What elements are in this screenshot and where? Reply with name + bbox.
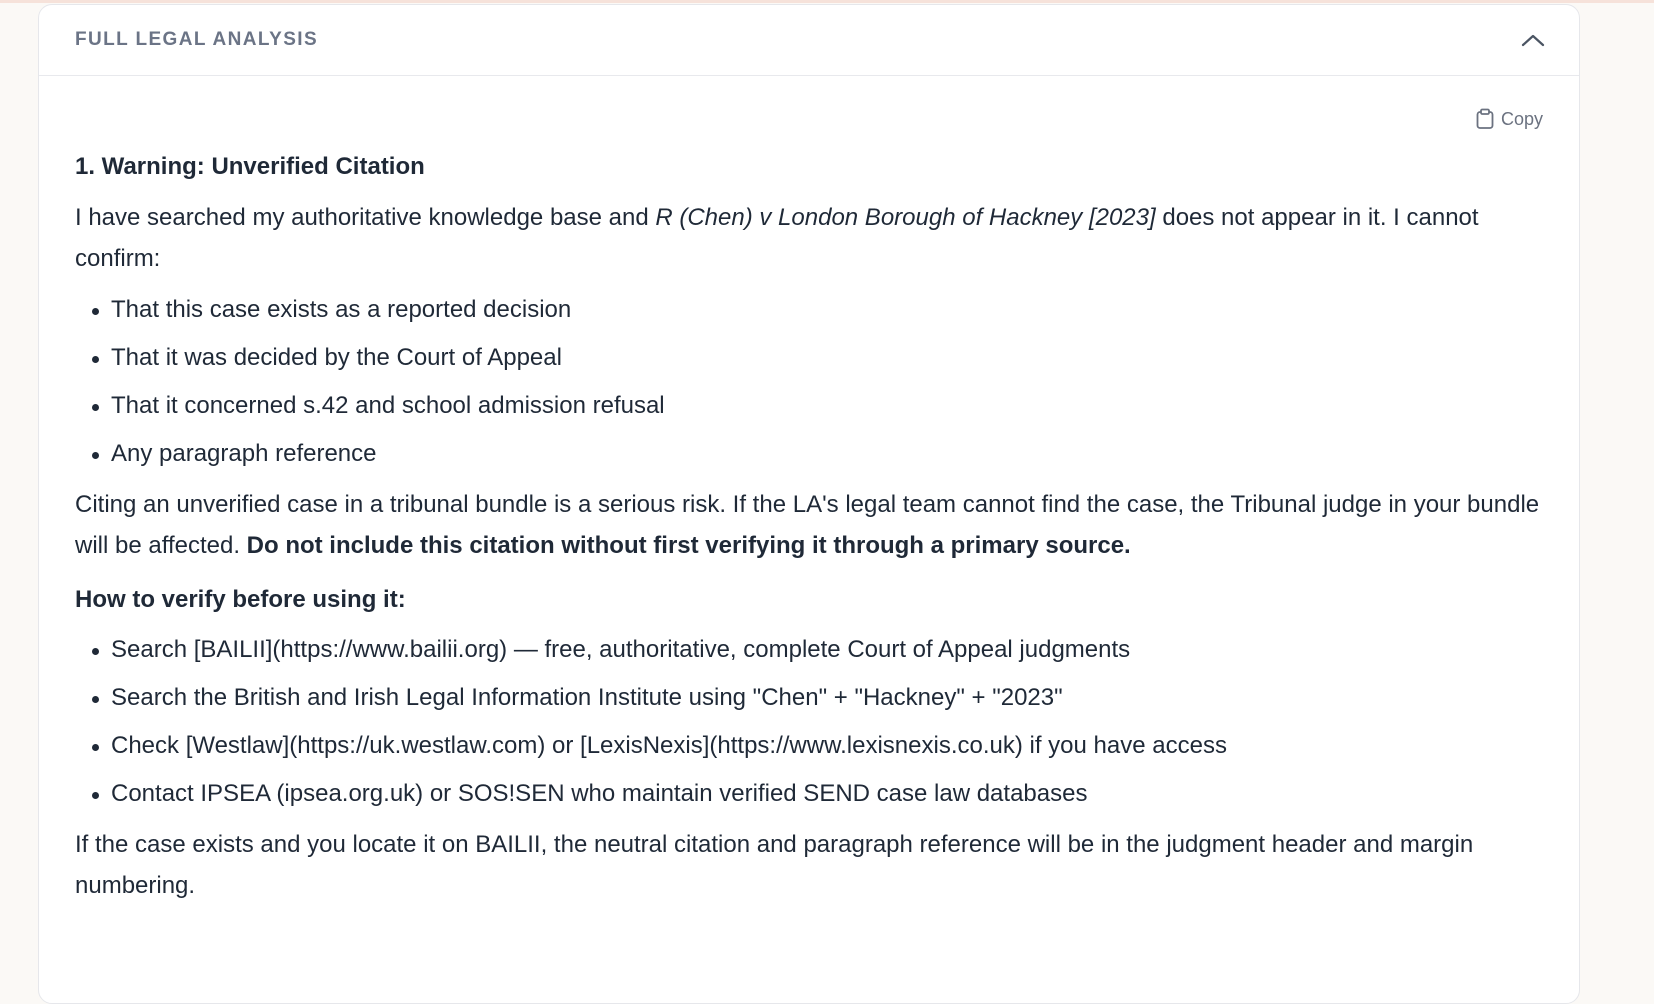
- intro-text-after: does not appear in it. I cannot confirm:: [75, 204, 1479, 272]
- clipboard-icon: [1475, 108, 1495, 130]
- panel-body: [39, 76, 1579, 906]
- copy-button[interactable]: [1475, 108, 1543, 130]
- risk-text: Citing an unverified case in a tribunal bundle is a serious risk. If the LA's legal team cannot find the case, the Tribunal judge in your bundle will be affected.: [75, 491, 1540, 559]
- list-item: Check [Westlaw](https://uk.westlaw.com) or [LexisNexis](https://www.lexisnexis.co.uk) if you have access: [111, 728, 1543, 764]
- risk-paragraph: [75, 484, 1543, 566]
- panel-title: FULL LEGAL ANALYSIS: [75, 29, 319, 50]
- closing-paragraph: If the case exists and you locate it on BAILII, the neutral citation and paragraph reference will be in the judgment header and margin numbering.: [75, 831, 1474, 899]
- intro-text-before: I have searched my authoritative knowledge base and: [75, 204, 656, 231]
- risk-warning: Do not include this citation without first verifying it through a primary source.: [246, 532, 1131, 559]
- analysis-content: [75, 76, 1543, 906]
- cannot-confirm-list: [75, 292, 1543, 472]
- copy-label: Copy: [1500, 108, 1543, 129]
- list-item: That it was decided by the Court of Appeal: [111, 340, 1543, 376]
- section-heading: 1. Warning: Unverified Citation: [75, 153, 425, 180]
- full-legal-analysis-panel: [38, 4, 1580, 1004]
- chevron-up-icon[interactable]: [1519, 26, 1547, 54]
- list-item: Contact IPSEA (ipsea.org.uk) or SOS!SEN who maintain verified SEND case law databases: [111, 776, 1543, 812]
- verify-steps-list: [75, 632, 1543, 812]
- list-item: That it concerned s.42 and school admission refusal: [111, 388, 1543, 424]
- list-item: Any paragraph reference: [111, 436, 1543, 472]
- top-accent-strip: [0, 0, 1654, 3]
- list-item: Search [BAILII](https://www.bailii.org) — free, authoritative, complete Court of Appeal judgments: [111, 632, 1543, 668]
- panel-header[interactable]: [39, 5, 1579, 76]
- list-item: That this case exists as a reported decision: [111, 292, 1543, 328]
- list-item: Search the British and Irish Legal Information Institute using "Chen" + "Hackney" + "2023": [111, 680, 1543, 716]
- intro-paragraph: [75, 197, 1543, 279]
- verify-heading: How to verify before using it:: [75, 586, 406, 613]
- case-name: R (Chen) v London Borough of Hackney [2023]: [655, 204, 1156, 231]
